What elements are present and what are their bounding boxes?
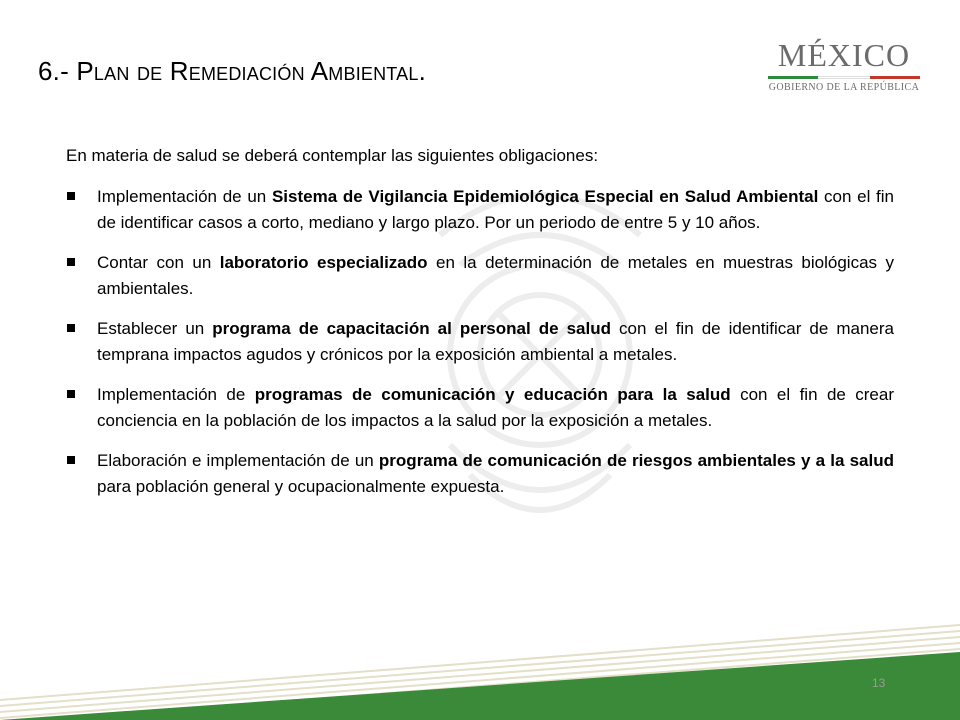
logo-name: MÉXICO — [777, 37, 911, 73]
item-text: con el fin de identificar casos a corto, mediano y largo plazo. Por un periodo de entre 5 y 10 años. — [97, 187, 895, 232]
item-bold-text: laboratorio especializado — [219, 253, 428, 272]
item-text: Implementación de un — [97, 187, 272, 206]
item-text: Implementación de — [97, 385, 255, 404]
logo-subtitle: GOBIERNO DE LA REPÚBLICA — [768, 82, 920, 93]
item-bold-text: Sistema de Vigilancia Epidemiológica Especial en Salud Ambiental — [271, 187, 819, 206]
item-text: Establecer un — [97, 319, 213, 338]
item-text: Elaboración e implementación de un — [97, 451, 379, 470]
item-text: Contar con un — [97, 253, 220, 272]
item-bold-text: programa de capacitación al personal de salud — [212, 319, 611, 338]
item-text: con el fin de identificar de manera temprana impactos agudos y crónicos por la exposición ambiental a metales. — [97, 319, 894, 364]
item-bold-text: programas de comunicación y educación para la salud — [254, 385, 731, 404]
item-bold-text: programa de comunicación de riesgos ambientales y a la salud — [378, 451, 894, 470]
item-text: con el fin de crear conciencia en la población de los impactos a la salud por la exposición a metales. — [97, 385, 894, 430]
page-number: 13 — [872, 676, 886, 690]
intro-text: En materia de salud se deberá contemplar las siguientes obligaciones: — [66, 146, 599, 165]
item-text: en la determinación de metales en muestras biológicas y ambientales. — [97, 253, 894, 298]
item-text: para población general y ocupacionalmente expuesta. — [97, 477, 505, 496]
slide-title: 6.- Plan de Remediación Ambiental. — [38, 56, 426, 86]
